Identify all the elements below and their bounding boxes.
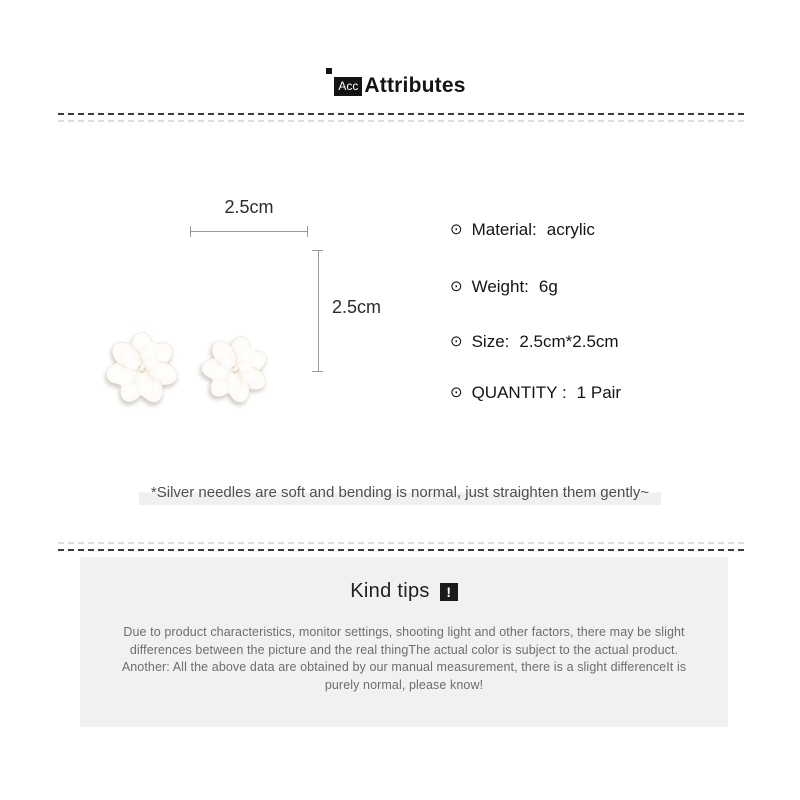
silver-needle-note xyxy=(0,482,800,505)
divider-bottom-light xyxy=(58,542,744,544)
tips-line: purely normal, please know! xyxy=(324,677,484,692)
kind-tips-title: Kind tips xyxy=(350,580,430,602)
attribute-value: 1 Pair xyxy=(576,383,622,402)
divider-top-light xyxy=(58,120,744,122)
width-measurement-label: 2.5cm xyxy=(224,197,274,217)
bullet-icon: ⊙ xyxy=(450,333,463,350)
height-measure-tick-top xyxy=(312,250,323,251)
attribute-value: acrylic xyxy=(546,220,595,239)
section-header xyxy=(0,74,800,98)
bullet-icon: ⊙ xyxy=(450,221,463,238)
attribute-row-material xyxy=(450,220,595,240)
square-dot-icon xyxy=(326,68,332,74)
note-text: *Silver needles are soft and bending is normal, just straighten them gently~ xyxy=(139,482,661,505)
attribute-value: 2.5cm*2.5cm xyxy=(519,332,619,351)
brand-badge: Acc xyxy=(334,77,362,96)
height-measurement-label: 2.5cm xyxy=(332,297,382,317)
divider-bottom-dark xyxy=(58,549,744,551)
divider-top-dark xyxy=(58,113,744,115)
width-measure-tick-left xyxy=(190,226,191,237)
exclamation-icon: ! xyxy=(440,583,458,601)
tips-line: differences between the picture and the real thingThe actual color is subject to the actual product. xyxy=(129,642,679,657)
width-measure-line xyxy=(190,231,308,232)
attribute-row-size xyxy=(450,332,619,352)
height-measure-line xyxy=(318,250,319,372)
flower-earring-right xyxy=(191,324,278,418)
attribute-row-weight xyxy=(450,277,558,297)
page-title: Attributes xyxy=(364,74,466,97)
attribute-list xyxy=(450,220,750,420)
attribute-label: Weight: xyxy=(471,277,529,296)
attribute-row-quantity xyxy=(450,383,621,403)
tips-line: Due to product characteristics, monitor settings, shooting light and other factors, there may be slight xyxy=(123,625,685,639)
attribute-label: QUANTITY : xyxy=(471,383,567,402)
tips-line: Another: All the above data are obtained by our manual measurement, there is a slight differenceIt is xyxy=(121,660,687,674)
attribute-label: Material: xyxy=(471,220,537,239)
attribute-value: 6g xyxy=(538,277,558,296)
width-measure-tick-right xyxy=(307,226,308,237)
flower-earring-left xyxy=(104,328,180,411)
bullet-icon: ⊙ xyxy=(450,384,463,401)
bullet-icon: ⊙ xyxy=(450,278,463,295)
height-measure-tick-bottom xyxy=(312,371,323,372)
attribute-label: Size: xyxy=(471,332,510,351)
kind-tips-box xyxy=(80,557,728,727)
kind-tips-text xyxy=(80,624,728,694)
